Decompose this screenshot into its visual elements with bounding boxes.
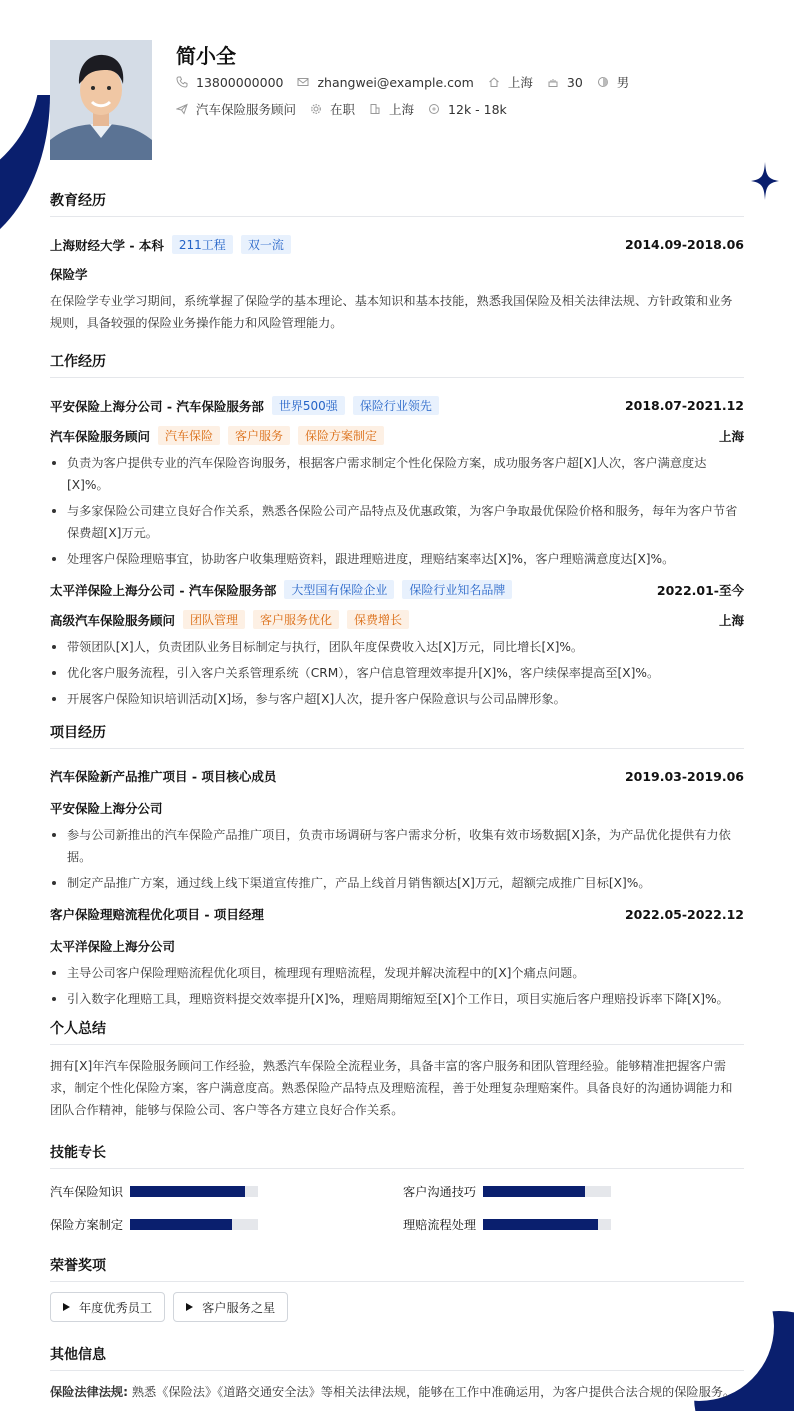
- education-description: 在保险学专业学习期间，系统掌握了保险学的基本理论、基本知识和基本技能，熟悉我国保险及相关法律法规、方针政策和业务规则，具备较强的保险业务操作能力和风险管理能力。: [50, 294, 733, 330]
- skill-item: [403, 1183, 611, 1200]
- education-header-line: [50, 235, 744, 254]
- skills-grid: [50, 1183, 744, 1243]
- list-item: 引入数字化理赔工具，理赔资料提交效率提升[X]%，理赔周期缩短至[X]个工作日，项目实施后客户理赔投诉率下降[X]%。: [50, 988, 744, 1010]
- city-text: 上海: [389, 102, 415, 117]
- project-date: 2019.03-2019.06: [624, 768, 744, 784]
- school-tag: 211工程: [172, 235, 233, 254]
- gear-icon: [310, 103, 322, 115]
- coin-icon: [428, 103, 440, 115]
- list-item: 参与公司新推出的汽车保险产品推广项目，负责市场调研与客户需求分析，收集有效市场数据[X]条，为产品优化提供有力依据。: [50, 824, 744, 868]
- age-item: [547, 75, 583, 90]
- skill-bar-fill: [130, 1219, 232, 1230]
- phone-item: [176, 75, 283, 90]
- location-item: [488, 73, 533, 91]
- send-icon: [176, 103, 188, 115]
- summary-section: [50, 1018, 744, 1121]
- play-triangle-icon: [186, 1303, 193, 1311]
- location-text: 上海: [507, 75, 533, 90]
- major-name: 保险学: [50, 267, 88, 282]
- section-title: 个人总结: [50, 1018, 744, 1045]
- contact-row: [176, 73, 643, 91]
- play-triangle-icon: [63, 1303, 70, 1311]
- list-item: 处理客户保险理赔事宜，协助客户收集理赔资料，跟进理赔进度，理赔结案率达[X]%，客户理赔满意度达[X]%。: [50, 548, 744, 570]
- city-item: [369, 100, 414, 118]
- project-header-line: [50, 767, 744, 785]
- job-date: 2022.01-至今: [656, 582, 744, 598]
- job-bullets: [50, 636, 744, 710]
- email-text: zhangwei@example.com: [317, 74, 474, 90]
- other-info-text: 熟悉《保险法》《道路交通安全法》等相关法律法规，能够在工作中准确运用，为客户提供合法合规的保险服务。: [131, 1385, 736, 1399]
- skill-bar-fill: [483, 1186, 585, 1197]
- gender-item: [597, 73, 630, 91]
- status-text: 在职: [330, 102, 356, 117]
- job-company-line: [50, 580, 744, 599]
- other-info-label: 保险法律法规:: [50, 1385, 128, 1399]
- home-icon: [488, 76, 500, 88]
- section-title: 教育经历: [50, 190, 744, 217]
- gender-icon: [597, 76, 609, 88]
- email-item: [297, 75, 473, 90]
- job-company-line: [50, 396, 744, 415]
- salary-text: 12k - 18k: [448, 101, 507, 117]
- project-name: 汽车保险新产品推广项目 - 项目核心成员: [50, 769, 277, 784]
- job-city: 上海: [718, 612, 744, 628]
- other-info-line: [50, 1381, 744, 1403]
- company-tag: 大型国有保险企业: [284, 580, 394, 599]
- phone-icon: [176, 76, 188, 88]
- list-item: 带领团队[X]人，负责团队业务目标制定与执行，团队年度保费收入达[X]万元，同比增长[X]%。: [50, 636, 744, 658]
- skill-bar: [483, 1186, 611, 1197]
- skill-label: 汽车保险知识: [50, 1185, 124, 1199]
- list-item: 制定产品推广方案，通过线上线下渠道宣传推广，产品上线首月销售额达[X]万元，超额完成推广目标[X]%。: [50, 872, 744, 894]
- projects-section: [50, 722, 744, 1014]
- list-item: 负责为客户提供专业的汽车保险咨询服务，根据客户需求制定个性化保险方案，成功服务客户超[X]人次，客户满意度达[X]%。: [50, 452, 744, 496]
- education-date: 2014.09-2018.06: [624, 237, 744, 252]
- project-name: 客户保险理赔流程优化项目 - 项目经理: [50, 907, 264, 922]
- company-tag: 保险行业知名品牌: [402, 580, 512, 599]
- section-title: 工作经历: [50, 351, 744, 378]
- position-text: 汽车保险服务顾问: [196, 102, 297, 117]
- cake-icon: [547, 76, 559, 88]
- phone-text: 13800000000: [196, 74, 284, 90]
- sparkle-star-icon: [751, 162, 779, 200]
- project-bullets: [50, 824, 744, 894]
- position-item: [176, 100, 296, 118]
- skill-item: [403, 1216, 611, 1233]
- project-org-line: [50, 799, 744, 817]
- job-date: 2018.07-2021.12: [624, 398, 744, 413]
- project-org-line: [50, 937, 744, 955]
- award-label: 年度优秀员工: [79, 1300, 153, 1315]
- job-intent-row: [176, 100, 521, 118]
- job-role-line: [50, 610, 744, 629]
- summary-text: 拥有[X]年汽车保险服务顾问工作经验，熟悉汽车保险全流程业务，具备丰富的客户服务和团队管理经验。能够精准把握客户需求，制定个性化保险方案，客户满意度高。熟悉保险产品特点及理赔流程，善于处理复杂理赔案件。具备良好的沟通协调能力和团队合作精神，能够与保险公司、客户等各方建立良好合作关系。: [50, 1059, 733, 1117]
- project-org: 太平洋保险上海分公司: [50, 939, 176, 954]
- section-title: 技能专长: [50, 1142, 744, 1169]
- role-tag: 客户服务: [228, 426, 290, 445]
- role-tag: 客户服务优化: [253, 610, 339, 629]
- section-title: 荣誉奖项: [50, 1255, 744, 1282]
- award-item: [173, 1292, 288, 1322]
- skill-bar: [130, 1219, 258, 1230]
- list-item: 开展客户保险知识培训活动[X]场，参与客户超[X]人次，提升客户保险意识与公司品牌形象。: [50, 688, 744, 710]
- candidate-name: 简小全: [176, 44, 236, 68]
- skill-label: 客户沟通技巧: [403, 1185, 477, 1199]
- resume-header: [50, 40, 744, 160]
- major-line: [50, 265, 744, 283]
- role-tag: 保费增长: [347, 610, 409, 629]
- role-tag: 团队管理: [183, 610, 245, 629]
- list-item: 优化客户服务流程，引入客户关系管理系统（CRM），客户信息管理效率提升[X]%，客户续保率提高至[X]%。: [50, 662, 744, 684]
- other-section: [50, 1344, 744, 1403]
- salary-item: [428, 102, 507, 117]
- education-section: [50, 190, 744, 334]
- building-icon: [369, 103, 381, 115]
- section-title: 项目经历: [50, 722, 744, 749]
- job-role: 高级汽车保险服务顾问: [50, 612, 176, 628]
- job-bullets: [50, 452, 744, 570]
- skill-label: 保险方案制定: [50, 1218, 124, 1232]
- skill-item: [50, 1183, 258, 1200]
- school-tag: 双一流: [241, 235, 291, 254]
- awards-list: [50, 1292, 744, 1322]
- award-label: 客户服务之星: [202, 1300, 276, 1315]
- project-header-line: [50, 905, 744, 923]
- status-item: [310, 100, 355, 118]
- company-name: 平安保险上海分公司 - 汽车保险服务部: [50, 398, 264, 414]
- gender-text: 男: [616, 75, 630, 90]
- skill-bar: [130, 1186, 258, 1197]
- job-role: 汽车保险服务顾问: [50, 428, 151, 444]
- list-item: 主导公司客户保险理赔流程优化项目，梳理现有理赔流程，发现并解决流程中的[X]个痛点问题。: [50, 962, 744, 984]
- company-tag: 保险行业领先: [353, 396, 439, 415]
- job-city: 上海: [718, 428, 744, 444]
- job-role-line: [50, 426, 744, 445]
- company-tag: 世界500强: [272, 396, 345, 415]
- skill-bar: [483, 1219, 611, 1230]
- role-tag: 保险方案制定: [298, 426, 384, 445]
- awards-section: [50, 1255, 744, 1322]
- company-name: 太平洋保险上海分公司 - 汽车保险服务部: [50, 582, 277, 598]
- list-item: 与多家保险公司建立良好合作关系，熟悉各保险公司产品特点及优惠政策，为客户争取最优保险价格和服务，每年为客户节省保费超[X]万元。: [50, 500, 744, 544]
- age-text: 30: [566, 74, 583, 90]
- skill-item: [50, 1216, 258, 1233]
- section-title: 其他信息: [50, 1344, 744, 1371]
- project-org: 平安保险上海分公司: [50, 801, 163, 816]
- project-date: 2022.05-2022.12: [624, 906, 744, 922]
- work-section: [50, 351, 744, 714]
- skill-label: 理赔流程处理: [403, 1218, 477, 1232]
- project-bullets: [50, 962, 744, 1010]
- skill-bar-fill: [130, 1186, 245, 1197]
- mail-icon: [297, 76, 309, 88]
- role-tag: 汽车保险: [158, 426, 220, 445]
- school-name: 上海财经大学 - 本科: [50, 237, 164, 253]
- award-item: [50, 1292, 165, 1322]
- skill-bar-fill: [483, 1219, 598, 1230]
- avatar: [50, 40, 152, 160]
- skills-section: [50, 1142, 744, 1243]
